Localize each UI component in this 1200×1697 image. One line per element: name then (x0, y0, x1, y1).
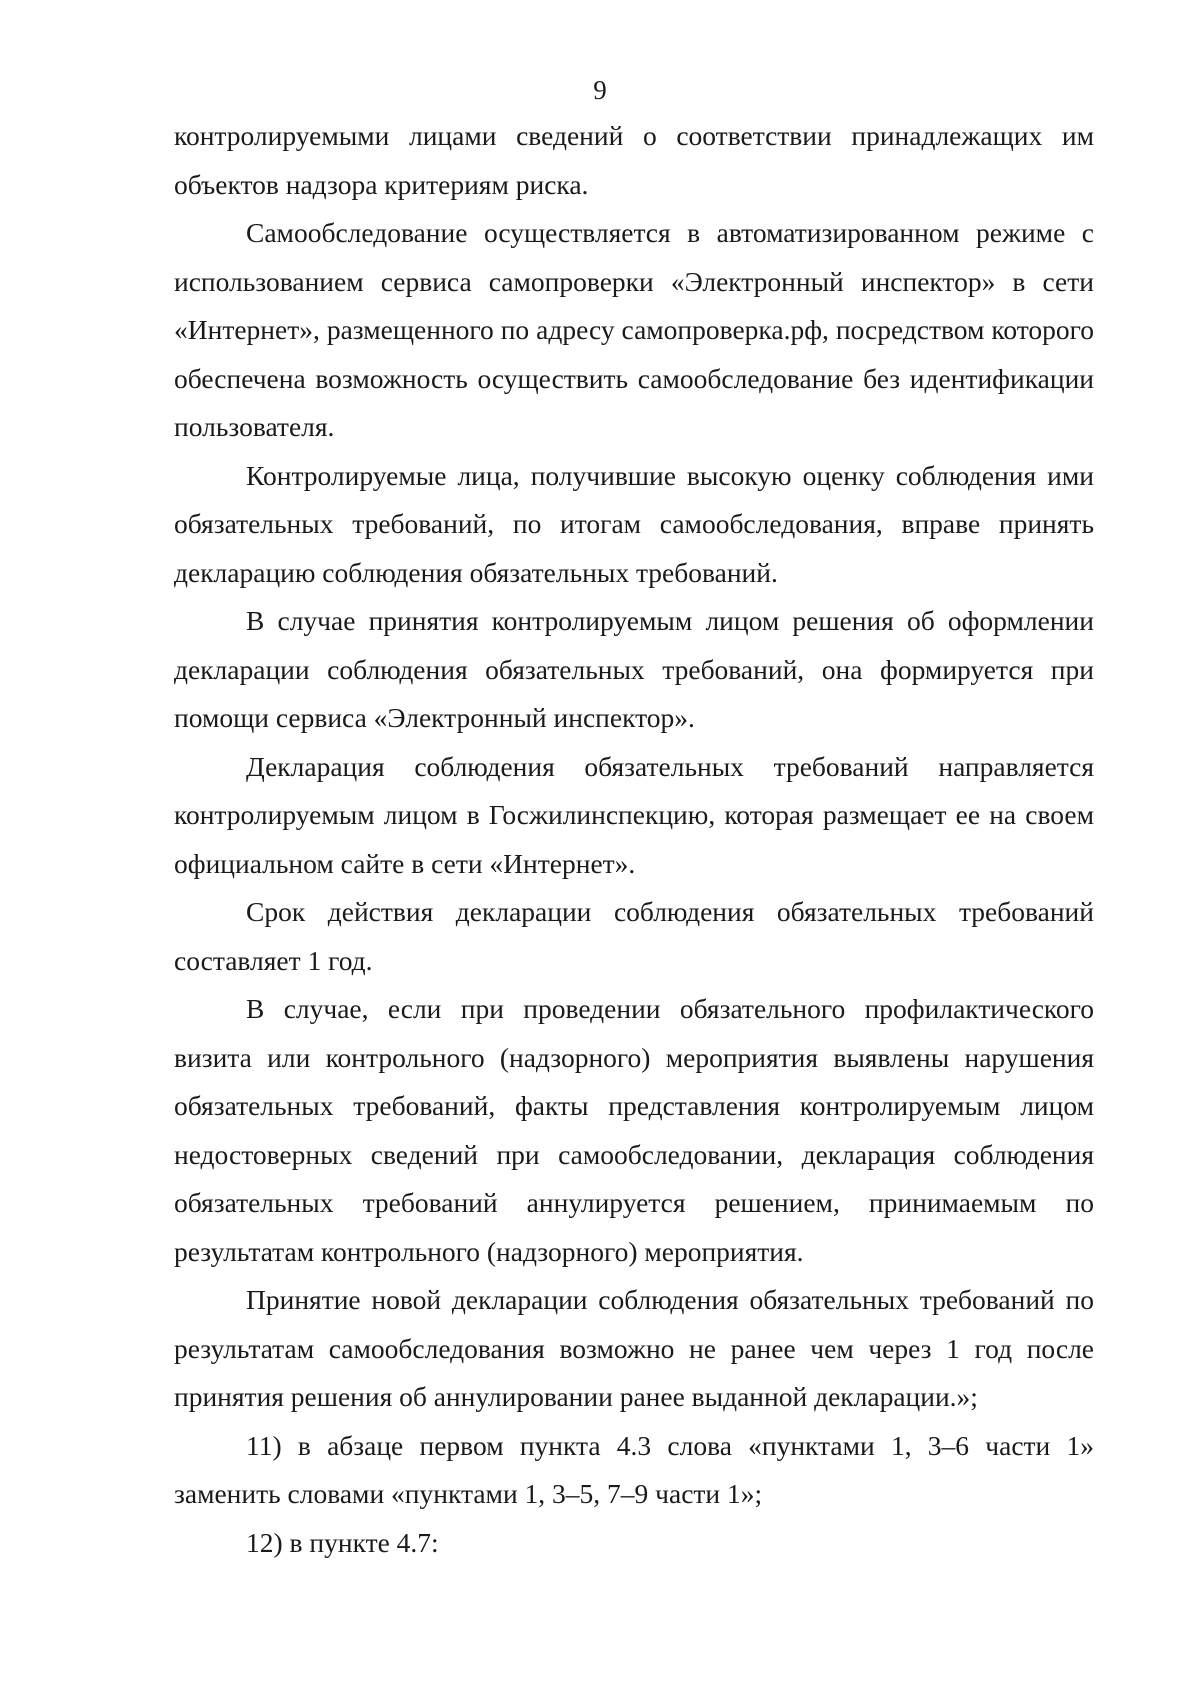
document-body (174, 112, 1094, 1567)
paragraph-self-assessment: Самообследование осуществляется в автоматизированном режиме с использованием сервиса самопроверки «Электронный инспектор» в сети «Интернет», размещенного по адресу самопроверка.рф, посредством которого обеспечена возможность осуществить самообследование без идентификации пользователя. (174, 217, 1094, 442)
paragraph-annulment: В случае, если при проведении обязательного профилактического визита или контрольного (надзорного) мероприятия выявлены нарушения обязательных требований, факты представления контролируемым лицом недостоверных сведений при самообследовании, декларация соблюдения обязательных требований аннулируется решением, принимаемым по результатам контрольного (надзорного) мероприятия. (174, 993, 1094, 1267)
paragraph-new-declaration: Принятие новой декларации соблюдения обязательных требований по результатам самообследования возможно не ранее чем через 1 год после принятия решения об аннулировании ранее выданной декларации.»; (174, 1284, 1094, 1412)
paragraph-high-score: Контролируемые лица, получившие высокую оценку соблюдения ими обязательных требований, по итогам самообследования, вправе принять декларацию соблюдения обязательных требований. (174, 459, 1094, 588)
paragraph-validity-term: Срок действия декларации соблюдения обязательных требований составляет 1 год. (174, 896, 1094, 976)
paragraph-declaration-sent: Декларация соблюдения обязательных требований направляется контролируемым лицом в Госжилинспекцию, которая размещает ее на своем официальном сайте в сети «Интернет». (174, 750, 1094, 879)
paragraph-item-11: 11) в абзаце первом пункта 4.3 слова «пунктами 1, 3–6 части 1» заменить словами «пунктами 1, 3–5, 7–9 части 1»; (174, 1429, 1094, 1509)
paragraph-declaration-form: В случае принятия контролируемым лицом решения об оформлении декларации соблюдения обязательных требований, она формируется при помощи сервиса «Электронный инспектор». (174, 605, 1094, 733)
page-number: 9 (593, 75, 607, 105)
paragraph-continuation: контролируемыми лицами сведений о соответствии принадлежащих им объектов надзора критериям риска. (174, 120, 1094, 200)
paragraph-item-12: 12) в пункте 4.7: (246, 1526, 439, 1558)
